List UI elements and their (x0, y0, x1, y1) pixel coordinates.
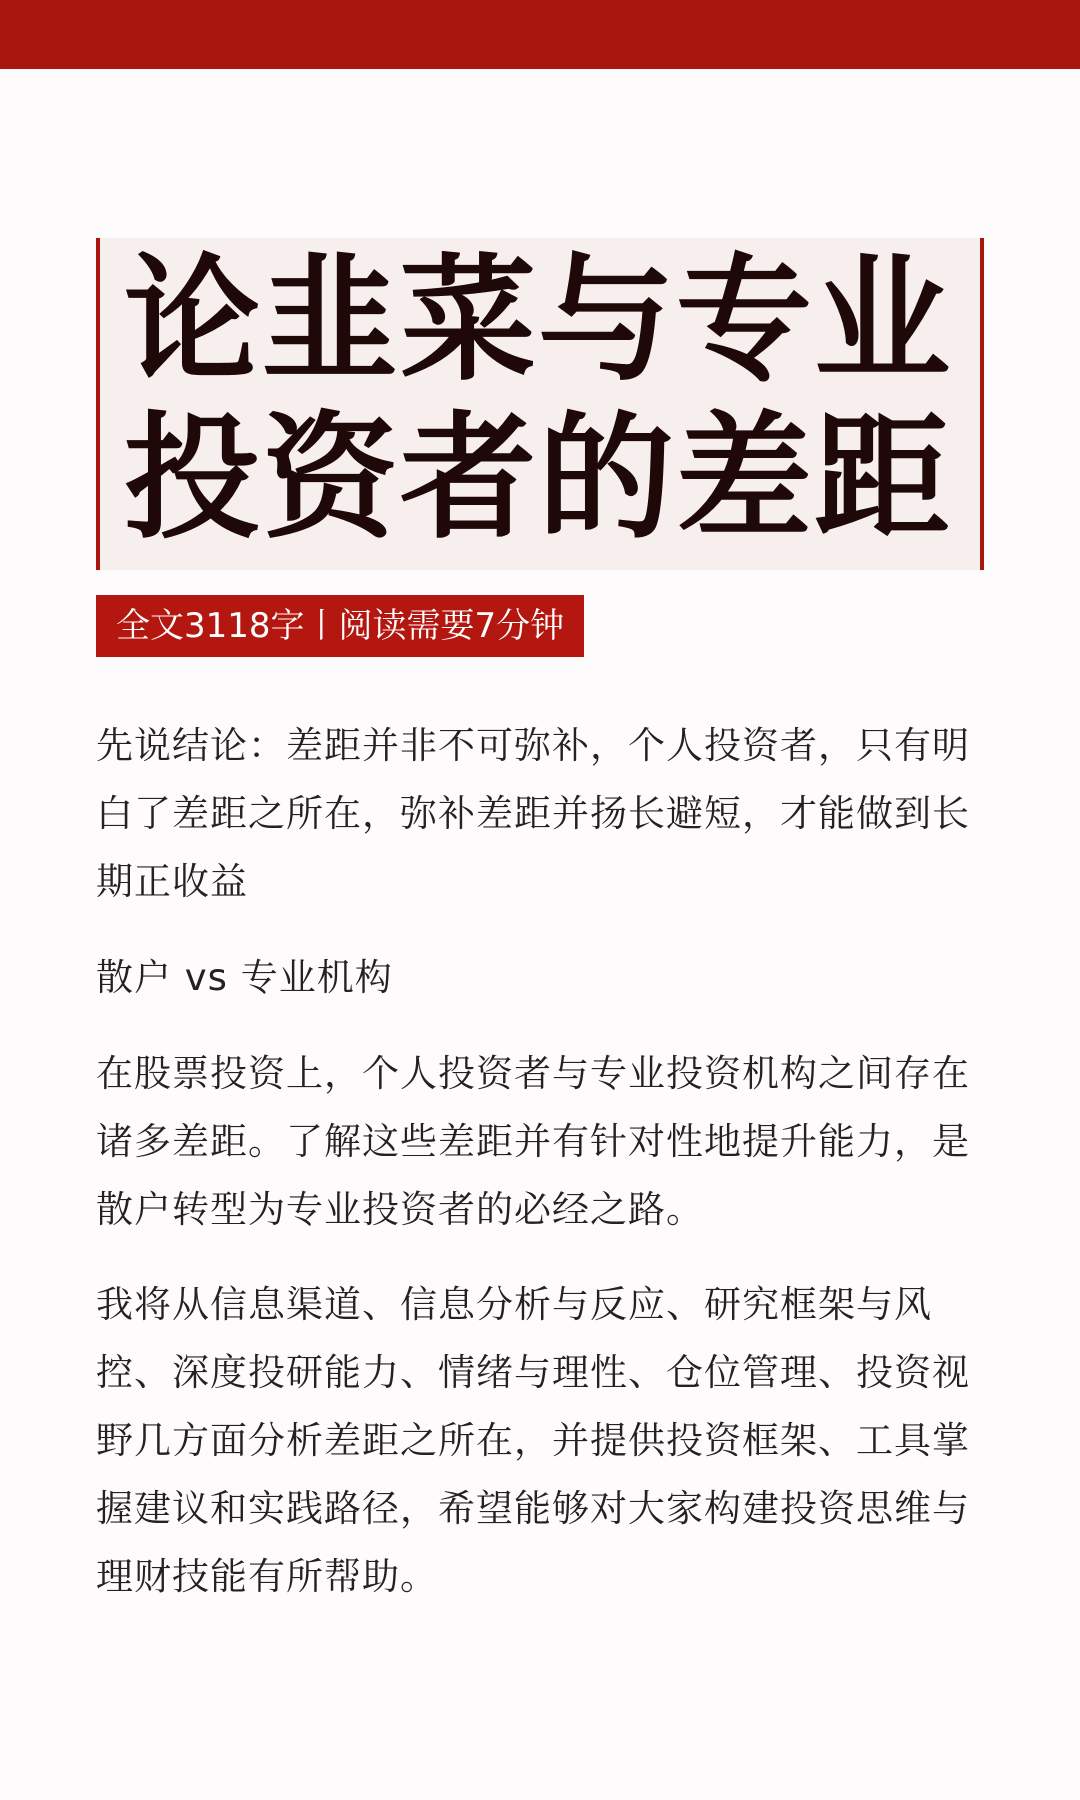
intro-paragraph: 在股票投资上，个人投资者与专业投资机构之间存在诸多差距。了解这些差距并有针对性地提升能力，是散户转型为专业投资者的必经之路。 (96, 1052, 970, 1231)
title-box (96, 238, 984, 570)
outline-paragraph: 我将从信息渠道、信息分析与反应、研究框架与风控、深度投研能力、情绪与理性、仓位管理、投资视野几方面分析差距之所在，并提供投资框架、工具掌握建议和实践路径，希望能够对大家构建投资思维与理财技能有所帮助。 (96, 1283, 970, 1598)
top-accent-bar (0, 0, 1080, 69)
title-line-2: 投资者的差距 (124, 400, 952, 558)
conclusion-paragraph: 先说结论：差距并非不可弥补，个人投资者，只有明白了差距之所在，弥补差距并扬长避短，才能做到长期正收益 (96, 724, 970, 903)
title-line-1: 论韭菜与专业 (124, 242, 952, 400)
reading-info-badge: 全文3118字丨阅读需要7分钟 (96, 595, 584, 657)
section-heading: 散户 vs 专业机构 (96, 956, 393, 999)
